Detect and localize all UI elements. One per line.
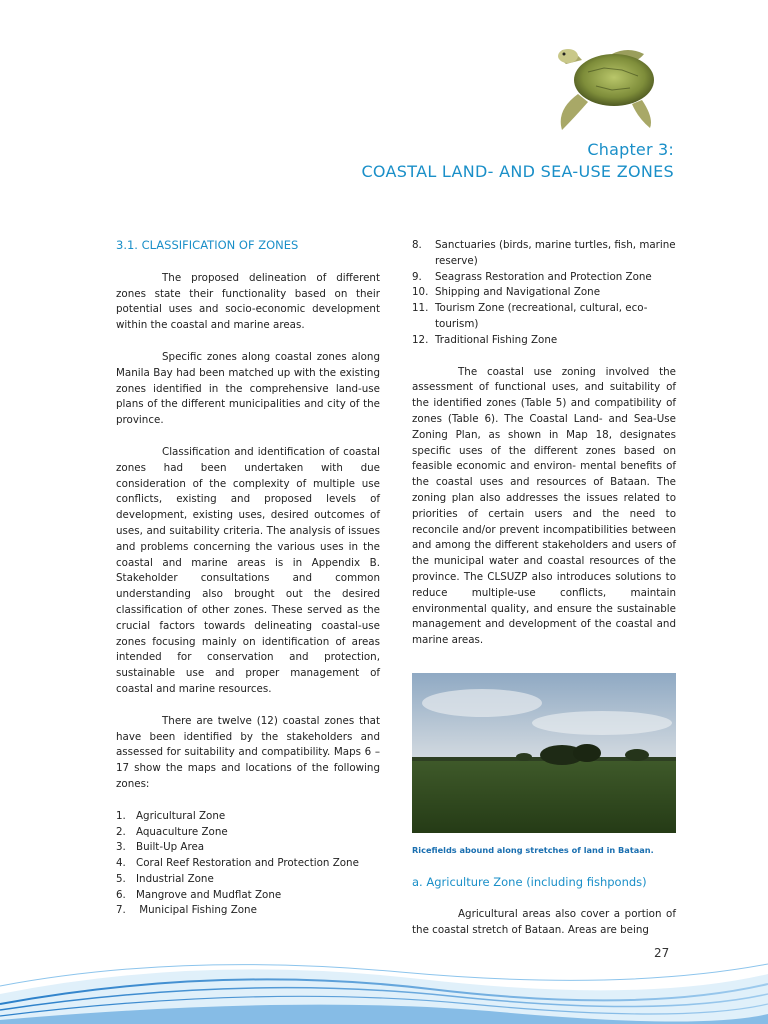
zone-list-right	[412, 238, 676, 349]
body-paragraph: The proposed delineation of different zones state their functionality based on their potential uses and socio-economic development within the coastal and marine areas.	[116, 271, 380, 332]
page-number: 27	[654, 946, 670, 960]
zone-list-left	[116, 809, 380, 920]
list-item: 4. Coral Reef Restoration and Protection Zone	[116, 857, 359, 870]
section-heading: 3.1. CLASSIFICATION OF ZONES	[116, 238, 299, 252]
list-item: 12. Traditional Fishing Zone	[412, 333, 558, 346]
list-item: 2. Aquaculture Zone	[116, 825, 228, 838]
list-item: 10. Shipping and Navigational Zone	[412, 286, 601, 299]
subsection-heading: a. Agriculture Zone (including fishponds)	[412, 874, 647, 889]
list-item: 3. Built-Up Area	[116, 841, 205, 854]
left-column	[116, 238, 380, 919]
list-item: 5. Industrial Zone	[116, 872, 214, 885]
right-column	[412, 238, 676, 955]
ricefield-photo	[412, 673, 676, 833]
photo-caption: Ricefields abound along stretches of land in Bataan.	[412, 844, 654, 855]
list-item: 9. Seagrass Restoration and Protection Zone	[412, 270, 652, 283]
chapter-title: COASTAL LAND- AND SEA-USE ZONES	[361, 162, 674, 181]
list-item: 8. Sanctuaries (birds, marine turtles, fish, marine reserve)	[412, 239, 676, 267]
chapter-number: Chapter 3:	[587, 140, 674, 159]
body-paragraph: There are twelve (12) coastal zones that have been identified by the stakeholders and assessed for suitability and compatibility. Maps 6 – 17 show the maps and locations of the following zones:	[116, 714, 380, 790]
body-paragraph: The coastal use zoning involved the assessment of functional uses, and suitability of the identified zones (Table 5) and compatibility of zones (Table 6). The Coastal Land- and Sea-Use Zoning Plan, as shown in Map 18, designates specific uses of the different zones based on feasible economic and environ- mental benefits of the coastal uses and resources of Bataan. The zoning plan also addresses the issues related to priorities of certain users and the need to reconcile and/or prevent incompatibilities between and among the different stakeholders and users of the municipal water and coastal resources of the province. The CLSUZP also introduces solutions to reduce multiple-use conflicts, maintain environmental quality, and ensure the sustainable management and development of the coastal and marine areas.	[412, 365, 676, 647]
decorative-waves	[0, 924, 768, 1024]
body-paragraph: Specific zones along coastal zones along Manila Bay had been matched up with the existing zones identified in the comprehensive land-use plans of the different municipalities and city of the province.	[116, 350, 380, 427]
body-paragraph: Classification and identification of coastal zones had been undertaken with due consideration of the complexity of multiple use conflicts, existing and proposed levels of development, existing uses, desired outcomes of uses, and suitability criteria. The analysis of issues and problems concerning the various uses in the coastal and marine areas is in Appendix B. Stakeholder consultations and common understanding also brought out the desired classification of other zones. These served as the crucial factors towards delineating coastal-use zones focusing mainly on identification of areas intended for conservation and protection, sustainable use and proper management of coastal and marine resources.	[116, 445, 380, 695]
sea-turtle-illustration	[552, 40, 676, 132]
list-item: 7. Municipal Fishing Zone	[116, 904, 257, 917]
list-item: 11. Tourism Zone (recreational, cultural, eco-tourism)	[412, 302, 648, 330]
list-item: 1. Agricultural Zone	[116, 809, 226, 822]
body-paragraph: Agricultural areas also cover a portion of the coastal stretch of Bataan. Areas are being	[412, 908, 676, 937]
list-item: 6. Mangrove and Mudflat Zone	[116, 888, 282, 901]
